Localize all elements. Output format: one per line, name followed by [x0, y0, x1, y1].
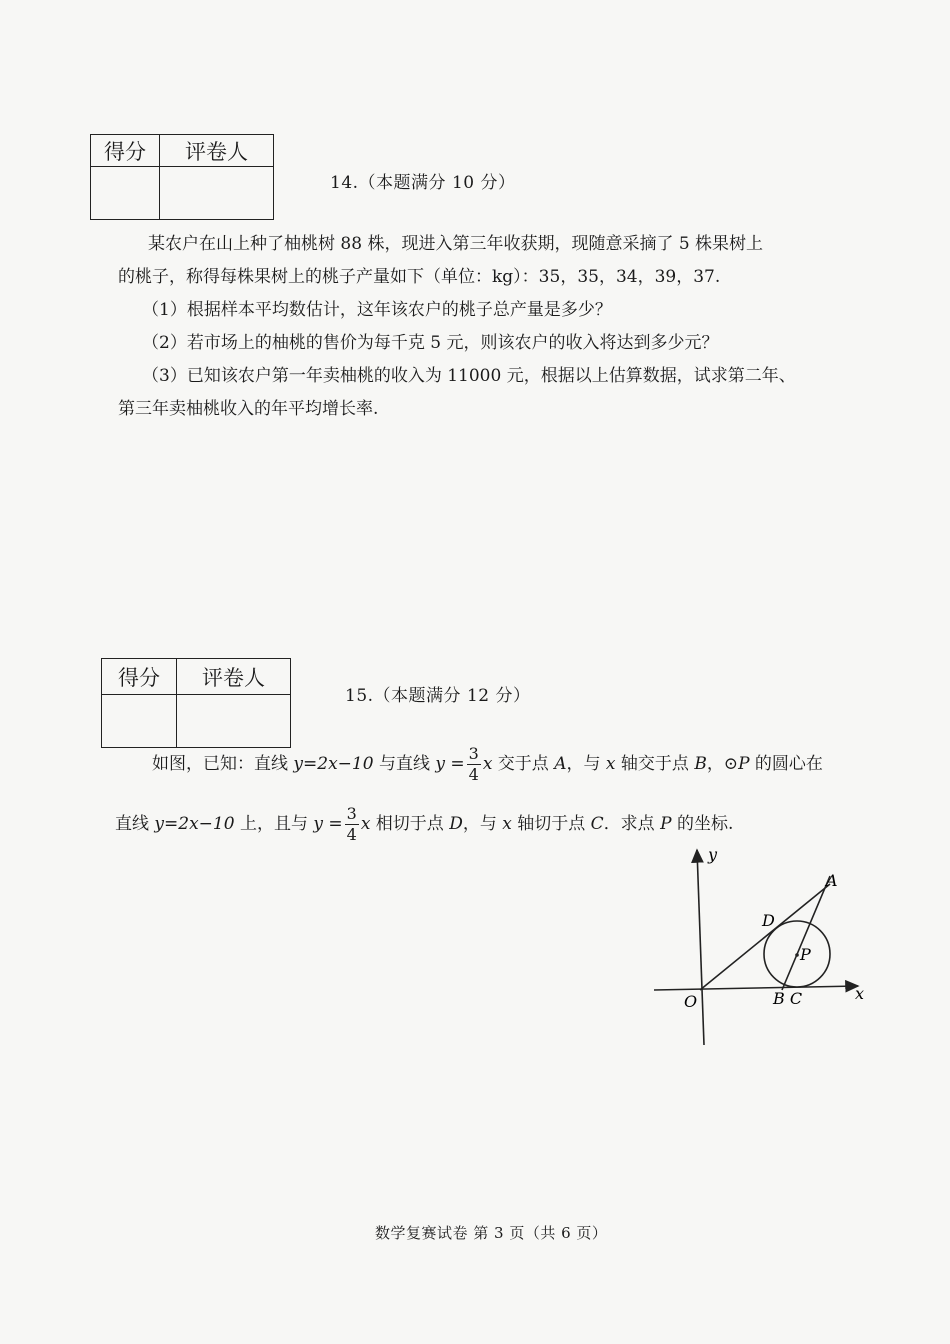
q14-part3-line1: （3）已知该农户第一年卖柚桃的收入为 11000 元，根据以上估算数据，试求第二年、: [142, 366, 796, 386]
score-cell[interactable]: [102, 695, 177, 748]
q14-part3-line2: 第三年卖柚桃收入的年平均增长率.: [118, 399, 379, 419]
grader-cell[interactable]: [177, 695, 291, 748]
page-footer: 数学复赛试卷 第 3 页（共 6 页）: [375, 1224, 608, 1242]
equation-2: y=2x−10: [154, 814, 235, 834]
center-p: [795, 953, 799, 957]
q14-body: [118, 228, 796, 426]
q14-title: 14.（本题满分 10 分）: [330, 173, 516, 193]
grader-label: 评卷人: [160, 135, 274, 167]
label-bc: B C: [773, 989, 803, 1008]
q14-intro-line2: 的桃子，称得每株果树上的桃子产量如下（单位：kg）：35，35，34，39，37.: [118, 267, 721, 287]
equation-1: y=2x−10: [293, 754, 374, 774]
label-p: P: [800, 945, 811, 964]
label-a: A: [826, 871, 838, 890]
q14-part1: （1）根据样本平均数估计，这年该农户的桃子总产量是多少？: [142, 300, 612, 320]
score-label: 得分: [91, 135, 160, 167]
q15-line1: 如图，已知：直线 y=2x−10 与直线 y = $\frac{3}{4}$ x 交于点 A，与 x 轴交于点 B，⊙P 的圆心在: [152, 744, 823, 784]
grader-cell[interactable]: [160, 167, 274, 220]
score-label: 得分: [102, 659, 177, 695]
fraction: $\frac{3}{4}$: [468, 744, 479, 784]
x-axis: [654, 986, 858, 990]
q15-score-box: [101, 658, 291, 748]
q15-title: 15.（本题满分 12 分）: [345, 686, 531, 706]
score-cell[interactable]: [91, 167, 160, 220]
q14-score-box: [90, 134, 274, 220]
q14-intro-line1: 某农户在山上种了柚桃树 88 株，现进入第三年收获期，现随意采摘了 5 株果树上: [148, 234, 764, 254]
y-axis: [697, 850, 704, 1045]
label-y: y: [708, 845, 718, 864]
geometry-figure: [640, 840, 880, 1055]
line-oa: [700, 884, 830, 990]
fraction: $\frac{3}{4}$: [346, 804, 357, 844]
grader-label: 评卷人: [177, 659, 291, 695]
q15-line2: 直线 y=2x−10 上，且与 y = $\frac{3}{4}$ x 相切于点 D，与 x 轴切于点 C．求点 P 的坐标.: [115, 804, 734, 844]
q14-part2: （2）若市场上的柚桃的售价为每千克 5 元，则该农户的收入将达到多少元？: [142, 333, 719, 353]
label-d: D: [762, 911, 775, 930]
label-o: O: [684, 992, 698, 1011]
label-x: x: [855, 984, 865, 1003]
